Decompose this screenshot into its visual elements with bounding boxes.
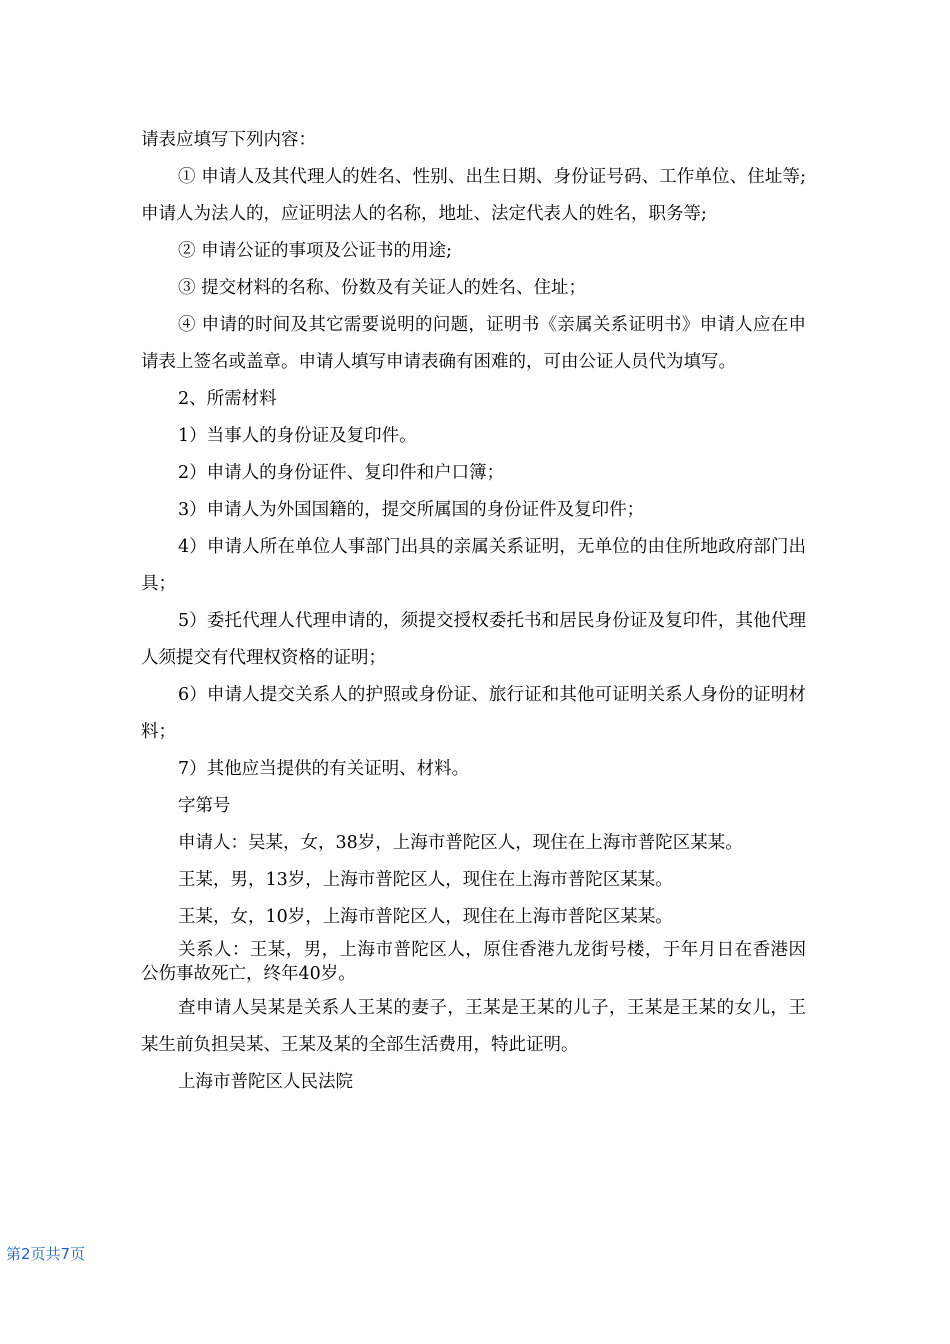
applicant-info: 申请人：吴某，女，38岁，上海市普陀区人，现住在上海市普陀区某某。 (178, 833, 743, 853)
material-item-5: 5）委托代理人代理申请的，须提交授权委托书和居民身份证及复印件，其他代理人须提交有代理权资格的证明； (141, 611, 806, 668)
certification-statement: 查申请人吴某是关系人王某的妻子，王某是王某的儿子，王某是王某的女儿，王某生前负担吴某、王某及某的全部生活费用，特此证明。 (141, 998, 806, 1055)
paragraph-item-1: ① 申请人及其代理人的姓名、性别、出生日期、身份证号码、工作单位、住址等;申请人为法人的，应证明法人的名称，地址、法定代表人的姓名，职务等; (141, 167, 806, 224)
paragraph-item-3: ③ 提交材料的名称、份数及有关证人的姓名、住址； (178, 278, 587, 298)
paragraph-form-intro: 请表应填写下列内容： (141, 130, 316, 150)
certificate-number: 字第号 (178, 796, 231, 816)
material-item-2: 2）申请人的身份证件、复印件和户口簿； (178, 463, 505, 483)
material-item-1: 1）当事人的身份证及复印件。 (178, 426, 417, 446)
related-person-info: 关系人：王某，男，上海市普陀区人，原住香港九龙街号楼，于年月日在香港因公伤事故死亡，终年40岁。 (141, 940, 806, 984)
paragraph-item-2: ② 申请公证的事项及公证书的用途; (178, 241, 452, 261)
paragraph-item-4: ④ 申请的时间及其它需要说明的问题，证明书《亲属关系证明书》申请人应在申请表上签名或盖章。申请人填写申请表确有困难的，可由公证人员代为填写。 (141, 315, 806, 372)
issuing-authority: 上海市普陀区人民法院 (178, 1072, 353, 1092)
family-member-son: 王某，男，13岁，上海市普陀区人，现住在上海市普陀区某某。 (178, 870, 673, 890)
page-indicator: 第2页共7页 (6, 1245, 86, 1263)
family-member-daughter: 王某，女，10岁，上海市普陀区人，现住在上海市普陀区某某。 (178, 907, 673, 927)
material-item-3: 3）申请人为外国国籍的，提交所属国的身份证件及复印件； (178, 500, 645, 520)
material-item-7: 7）其他应当提供的有关证明、材料。 (178, 759, 470, 779)
material-item-6: 6）申请人提交关系人的护照或身份证、旅行证和其他可证明关系人身份的证明材料； (141, 685, 806, 742)
material-item-4: 4）申请人所在单位人事部门出具的亲属关系证明，无单位的由住所地政府部门出具； (141, 537, 806, 594)
document-body (141, 122, 806, 1101)
section-heading-materials: 2、所需材料 (178, 389, 277, 409)
